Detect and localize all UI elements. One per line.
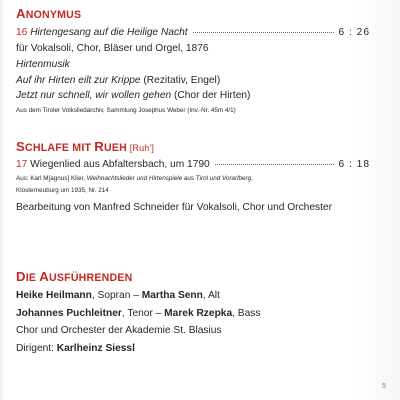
track-17-row <box>16 157 370 173</box>
track-16-number: 16 <box>16 27 28 38</box>
movement-1-line: Auf ihr Hirten eilt zur Krippe (Rezitativ, Engel) <box>16 74 221 86</box>
track-16-title: 16 Hirtengesang auf die Heilige Nacht <box>16 27 188 38</box>
performer-name: Heike Heilmann <box>16 290 92 301</box>
page-number: 5 <box>382 383 386 390</box>
track-17-duration: 6 : 18 <box>338 159 370 170</box>
track-16-duration: 6 : 26 <box>338 27 370 38</box>
performers-line-1: Heike Heilmann, Sopran – Martha Senn, Alt <box>16 290 220 301</box>
dotted-leader <box>215 164 334 165</box>
conductor-line: Dirigent: Karlheinz Siessl <box>16 342 135 354</box>
performers-heading: DIE AUSFÜHRENDEN <box>16 269 133 284</box>
source-note-2: Klosterneuburg um 1935, Nr. 214 <box>16 187 109 194</box>
anonymus-heading: ANONYMUS <box>16 6 82 21</box>
schlafe-heading: SCHLAFE MIT RUEH [Ruh'] <box>16 139 155 154</box>
page-margin-shadow <box>0 0 5 400</box>
performers-line-2: Johannes Puchleitner, Tenor – Marek Rzepka, Bass <box>16 307 261 319</box>
track-17-number: 17 <box>16 159 28 170</box>
source-note: Aus dem Tiroler Volksliedarchiv, Sammlung Josephus Weber (Inv.-Nr. 45m 4/1) <box>16 107 236 115</box>
scoring-line: für Vokalsoli, Chor, Bläser und Orgel, 1876 <box>16 43 209 54</box>
movement-2-line: Jetzt nur schnell, wir wollen gehen (Chor der Hirten) <box>16 90 251 102</box>
performer-name: Marek Rzepka <box>164 307 233 319</box>
dotted-leader <box>193 32 334 33</box>
track-16-row <box>16 25 370 41</box>
section-title-line: Hirtenmusik <box>16 58 70 70</box>
conductor-name: Karlheinz Siessl <box>56 342 135 354</box>
track-17-title: 17 Wiegenlied aus Abfaltersbach, um 1790 <box>16 159 210 170</box>
choir-line: Chor und Orchester der Akademie St. Blasius <box>16 325 222 337</box>
arrangement-line: Bearbeitung von Manfred Schneider für Vokalsoli, Chor und Orchester <box>16 202 332 213</box>
performer-name: Martha Senn <box>141 290 203 301</box>
performers-section <box>16 269 370 357</box>
anonymus-section <box>16 6 370 117</box>
performer-name: Johannes Puchleitner <box>16 307 122 319</box>
schlafe-section <box>16 139 370 216</box>
source-note-1: Aus: Karl M[agnus] Klier, Weihnachtslieder und Hirtenspiele aus Tirol und Vorarlberg, <box>16 175 253 182</box>
